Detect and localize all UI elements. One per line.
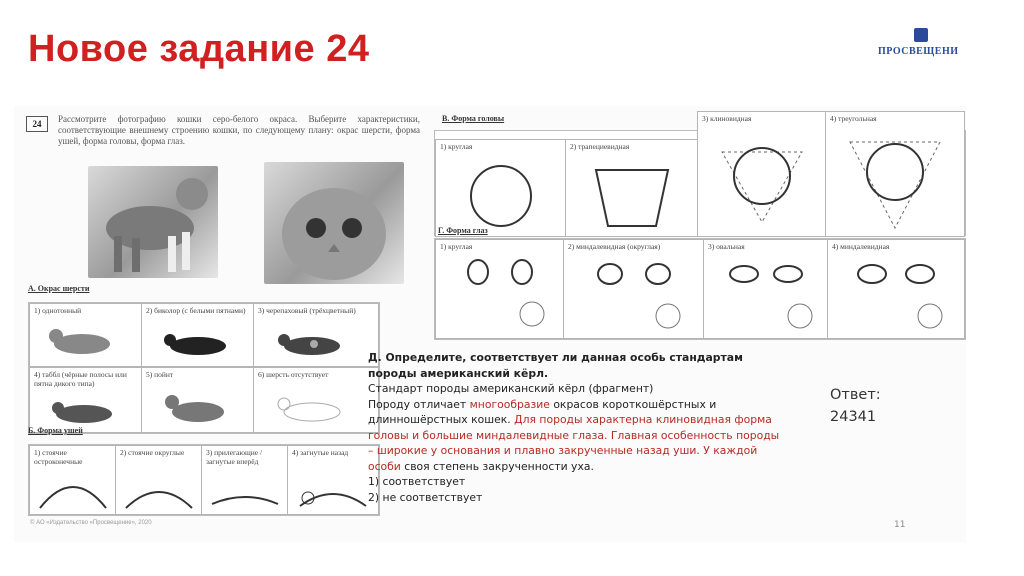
standard-title: Стандарт породы американский кёрл (фрагмент) [368,382,654,395]
cell-caption: 2) миндалевидная (округлая) [568,242,661,251]
cell-caption: 1) круглая [440,142,473,151]
cell-caption: 4) миндалевидная [832,242,890,251]
section-a-cell-4 [29,367,143,433]
publisher-logo [878,28,968,68]
section-v-cell-3 [697,111,827,237]
section-a-heading: А. Окрас шерсти [28,284,90,293]
section-a-cell-5 [141,367,255,433]
section-v-cell-1 [435,139,567,237]
standard-text-1: Породу отличает [368,397,470,411]
head-triangle-icon [826,112,964,236]
standard-text-3: своя степень закрученности уха. [400,459,594,473]
section-g-cell-2 [563,239,705,339]
eye-almond-icon [828,240,964,338]
cell-caption: 1) однотонный [34,306,82,315]
standard-text-2: окрасов короткошёрстных и длинношёрстных кошек. [368,397,717,426]
section-a-cell-1 [29,303,143,367]
section-g-cell-1 [435,239,565,339]
logo-icon [914,28,928,42]
section-b-heading: Б. Форма ушей [28,426,83,435]
answer-label: Ответ: [830,387,881,403]
section-b-cell-2 [115,445,203,515]
standard-highlight-2: Для породы характерна клиновидная форма головы и большие миндалевидные глаза. Главная особенность породы – широкие у основания и плавно закрученные назад уши. [368,413,780,457]
cell-caption: 2) биколор (с белыми пятнами) [146,306,246,315]
cell-caption: 1) стоячие остроконечные [34,448,83,466]
cell-caption: 3) клиновидная [702,114,752,123]
task-number: 24 [26,116,48,132]
standard-paragraph [368,397,788,475]
copyright: © АО «Издательство «Просвещение», 2020 [30,520,152,526]
cell-caption: 3) прилегающие / загнутые вперёд [206,448,263,466]
cell-caption: 5) пойнт [146,370,174,379]
cell-caption: 4) таббл (чёрные полосы или пятна дикого типа) [34,370,127,388]
eye-round-icon [436,240,564,338]
cat-photo-full [88,166,218,278]
section-g-cell-4 [827,239,965,339]
section-a-cell-2 [141,303,255,367]
section-a-cell-3 [253,303,379,367]
section-g-grid [434,238,966,340]
section-d-text [368,350,788,505]
section-b-cell-4 [287,445,379,515]
section-a-grid [28,302,380,434]
standard-highlight-1: многообразие [469,397,550,411]
section-g-heading: Г. Форма глаз [438,226,488,235]
option-2: 2) не соответствует [368,490,483,504]
eye-oval-icon [704,240,828,338]
cat-silhouette-icon [88,166,218,278]
standard-highlight-3: У каждой особи [368,444,758,473]
answer-value: 24341 [830,409,877,425]
section-b-cell-3 [201,445,289,515]
section-b-grid [28,444,380,516]
cell-caption: 4) загнутые назад [292,448,349,457]
section-d-question: Д. Определите, соответствует ли данная особь стандартам породы американский кёрл. [368,351,743,380]
section-v-cell-2 [565,139,699,237]
cell-caption: 6) шерсть отсутствует [258,370,329,379]
head-wedge-icon [698,112,826,236]
section-g-cell-3 [703,239,829,339]
option-1: 1) соответствует [368,475,466,488]
page-number: 11 [894,520,906,530]
head-round-icon [436,140,566,236]
answer-block [830,384,881,428]
slide-title: Новое задание 24 [28,28,370,70]
head-trapezoid-icon [566,140,698,236]
section-v-cell-4 [825,111,965,237]
cell-caption: 3) черепаховый (трёхцветный) [258,306,356,315]
section-b-cell-1 [29,445,117,515]
section-a-cell-6 [253,367,379,433]
cell-caption: 2) трапециевидная [570,142,630,151]
task-text: Рассмотрите фотографию кошки серо-белого окраса. Выберите характеристики, соответствующие внешнему строению кошки, по следующему плану: окрас шерсти, форма ушей, форма головы, форма глаз. [58,114,420,146]
section-v-heading: В. Форма головы [442,114,505,123]
eye-almond-rounded-icon [564,240,704,338]
cat-face-icon [264,162,404,284]
cell-caption: 3) овальная [708,242,745,251]
cell-caption: 2) стоячие округлые [120,448,185,457]
cell-caption: 4) треугольная [830,114,877,123]
cell-caption: 1) круглая [440,242,473,251]
cat-photo-face [264,162,404,284]
logo-text: ПРОСВЕЩЕНИ [878,46,959,57]
